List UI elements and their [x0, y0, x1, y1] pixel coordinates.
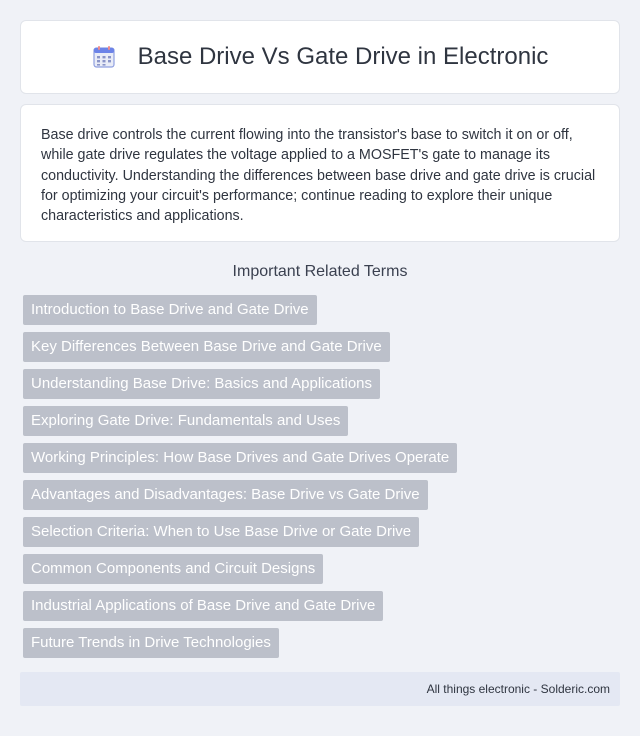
- related-term-link[interactable]: Common Components and Circuit Designs: [23, 554, 323, 584]
- related-term-link[interactable]: Selection Criteria: When to Use Base Drive or Gate Drive: [23, 517, 419, 547]
- footer-text: All things electronic - Solderic.com: [426, 682, 610, 696]
- page-title: Base Drive Vs Gate Drive in Electronic: [137, 43, 549, 70]
- related-term-link[interactable]: Advantages and Disadvantages: Base Drive vs Gate Drive: [23, 480, 428, 510]
- footer: [20, 672, 620, 706]
- related-term-link[interactable]: Industrial Applications of Base Drive and Gate Drive: [23, 591, 383, 621]
- related-term-link[interactable]: Key Differences Between Base Drive and Gate Drive: [23, 332, 390, 362]
- related-term-link[interactable]: Exploring Gate Drive: Fundamentals and Uses: [23, 406, 348, 436]
- related-term-link[interactable]: Working Principles: How Base Drives and Gate Drives Operate: [23, 443, 457, 473]
- intro-card: [20, 104, 620, 242]
- intro-text: Base drive controls the current flowing into the transistor's base to switch it on or off, while gate drive regulates the voltage applied to a MOSFET's gate to manage its conductivity. Understanding the differences between base drive and gate drive is crucial for optimizing your circuit's performance; continue reading to explore their unique characteristics and applications.: [41, 127, 596, 225]
- title-card: [20, 20, 620, 94]
- related-terms-heading: Important Related Terms: [232, 263, 408, 280]
- related-term-link[interactable]: Understanding Base Drive: Basics and Applications: [23, 369, 380, 399]
- related-terms-list: [23, 295, 457, 665]
- calendar-icon: [92, 45, 116, 69]
- related-term-link[interactable]: Introduction to Base Drive and Gate Drive: [23, 295, 317, 325]
- related-term-link[interactable]: Future Trends in Drive Technologies: [23, 628, 279, 658]
